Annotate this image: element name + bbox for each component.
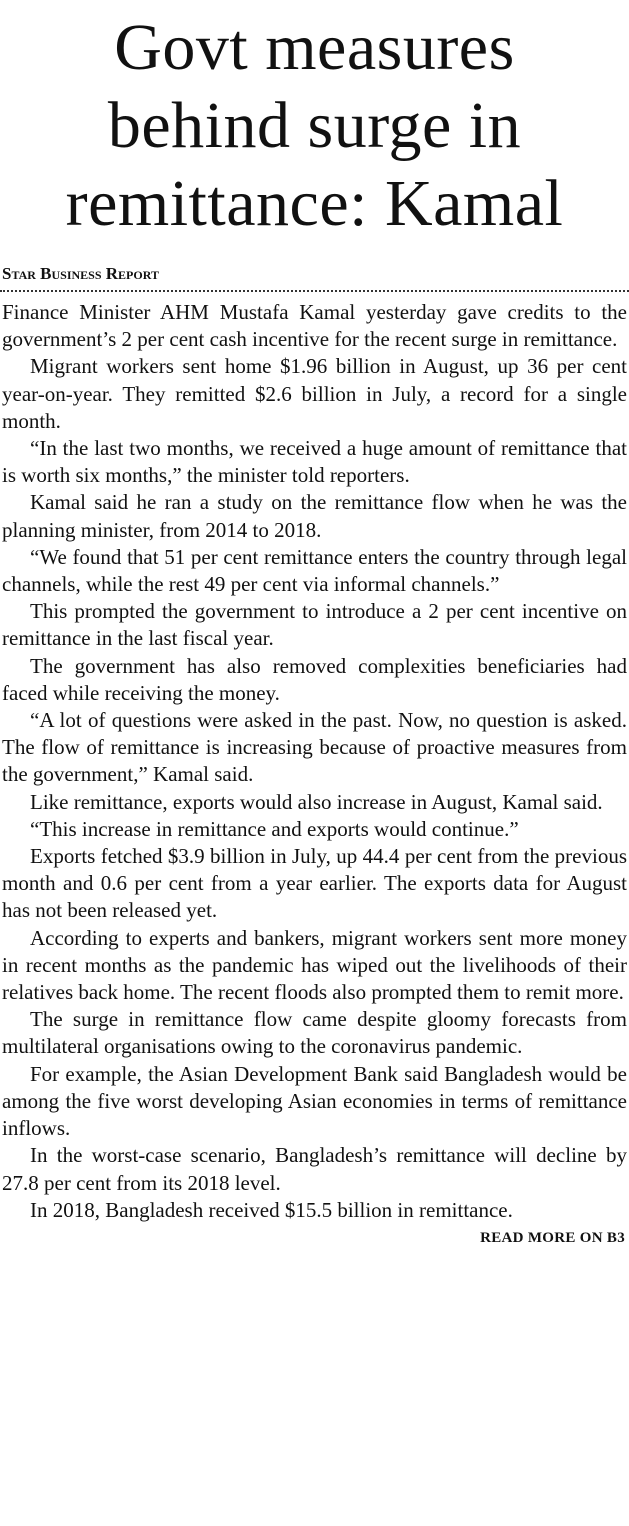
dotted-divider <box>0 290 629 292</box>
paragraph: Kamal said he ran a study on the remittance flow when he was the planning minister, from 2014 to 2018. <box>2 490 627 542</box>
paragraph: According to experts and bankers, migrant workers sent more money in recent months as the pandemic has wiped out the livelihoods of their relatives back home. The recent floods also prompted them to remit more. <box>2 925 627 1005</box>
paragraph: This prompted the government to introduce a 2 per cent incentive on remittance in the last fiscal year. <box>2 599 627 651</box>
paragraph: “This increase in remittance and exports would continue.” <box>30 816 519 841</box>
paragraph: For example, the Asian Development Bank said Bangladesh would be among the five worst developing Asian economies in terms of remittance inflows. <box>2 1061 627 1141</box>
byline: Star Business Report <box>2 264 159 283</box>
paragraph: “We found that 51 per cent remittance enters the country through legal channels, while the rest 49 per cent via informal channels.” <box>2 544 627 597</box>
headline <box>0 0 629 243</box>
paragraph: The surge in remittance flow came despite gloomy forecasts from multilateral organisations owing to the coronavirus pandemic. <box>2 1007 627 1059</box>
read-more-link[interactable]: READ MORE ON B3 <box>480 1229 625 1246</box>
paragraph: Like remittance, exports would also increase in August, Kamal said. <box>30 789 603 814</box>
paragraph: “A lot of questions were asked in the past. Now, no question is asked. The flow of remittance is increasing because of proactive measures from the government,” Kamal said. <box>2 708 627 787</box>
paragraph: Migrant workers sent home $1.96 billion in August, up 36 per cent year-on-year. They remitted $2.6 billion in July, a record for a single month. <box>2 354 627 433</box>
paragraph: In 2018, Bangladesh received $15.5 billion in remittance. <box>30 1197 513 1222</box>
article-body <box>2 299 627 1224</box>
paragraph: Exports fetched $3.9 billion in July, up 44.4 per cent from the previous month and 0.6 per cent from a year earlier. The exports data for August has not been released yet. <box>2 844 627 923</box>
paragraph: Finance Minister AHM Mustafa Kamal yesterday gave credits to the government’s 2 per cent cash incentive for the recent surge in remittance. <box>2 300 627 352</box>
headline-line-3: remittance: Kamal <box>65 167 564 240</box>
headline-line-1: Govt measures <box>114 11 515 84</box>
paragraph: The government has also removed complexities beneficiaries had faced while receiving the money. <box>2 653 627 705</box>
paragraph: “In the last two months, we received a huge amount of remittance that is worth six months,” the minister told reporters. <box>2 436 627 488</box>
headline-line-2: behind surge in <box>107 89 522 162</box>
paragraph: In the worst-case scenario, Bangladesh’s remittance will decline by 27.8 per cent from its 2018 level. <box>2 1143 627 1195</box>
